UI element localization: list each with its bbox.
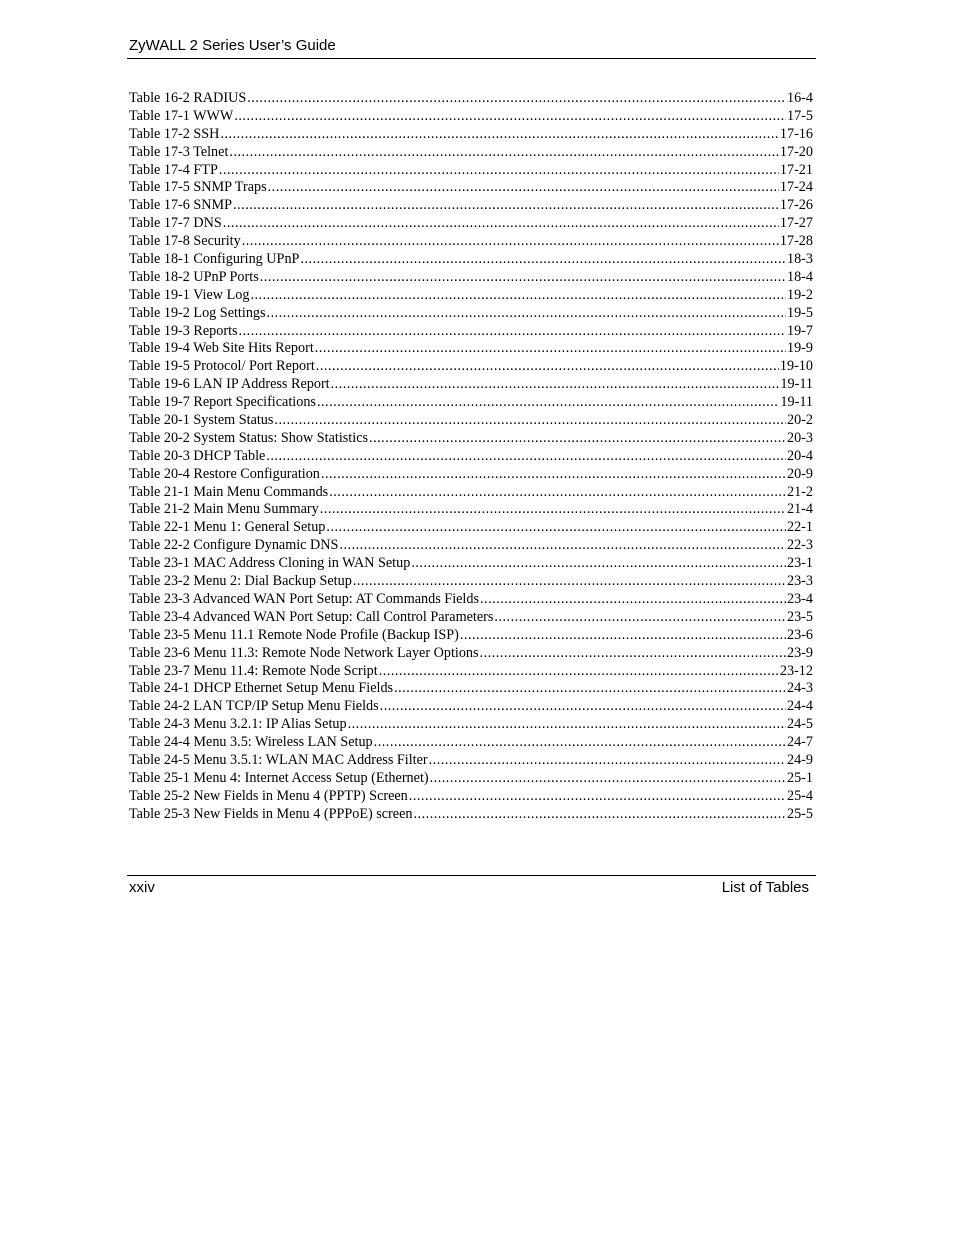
toc-entry-page: 17-27 xyxy=(779,215,813,232)
toc-entry-page: 20-3 xyxy=(786,429,813,446)
toc-entry-label: Table 17-8 Security xyxy=(129,233,241,250)
toc-entry[interactable] xyxy=(129,627,813,645)
toc-dot-leader xyxy=(239,323,786,341)
toc-entry-page: 17-26 xyxy=(779,197,813,214)
toc-entry[interactable] xyxy=(129,179,813,197)
toc-entry[interactable] xyxy=(129,126,813,144)
toc-dot-leader xyxy=(430,770,786,788)
toc-dot-leader xyxy=(480,645,786,663)
toc-entry-label: Table 19-1 View Log xyxy=(129,286,250,303)
toc-entry-label: Table 20-3 DHCP Table xyxy=(129,447,266,464)
toc-entry-label: Table 19-2 Log Settings xyxy=(129,304,266,321)
toc-entry-page: 16-4 xyxy=(786,90,813,106)
toc-entry[interactable] xyxy=(129,323,813,341)
toc-entry-label: Table 25-2 New Fields in Menu 4 (PPTP) Screen xyxy=(129,787,408,804)
toc-entry-label: Table 24-3 Menu 3.2.1: IP Alias Setup xyxy=(129,716,347,733)
toc-dot-leader xyxy=(234,108,786,126)
toc-entry[interactable] xyxy=(129,663,813,681)
toc-entry-label: Table 18-2 UPnP Ports xyxy=(129,268,259,285)
toc-entry-label: Table 23-3 Advanced WAN Port Setup: AT Commands Fields xyxy=(129,590,479,607)
toc-entry[interactable] xyxy=(129,108,813,126)
toc-entry-label: Table 23-7 Menu 11.4: Remote Node Script xyxy=(129,662,378,679)
toc-entry[interactable] xyxy=(129,269,813,287)
toc-entry[interactable] xyxy=(129,645,813,663)
toc-entry-page: 24-5 xyxy=(786,716,813,733)
toc-entry[interactable] xyxy=(129,233,813,251)
toc-entry-label: Table 19-6 LAN IP Address Report xyxy=(129,376,330,393)
toc-entry[interactable] xyxy=(129,734,813,752)
toc-entry-label: Table 24-1 DHCP Ethernet Setup Menu Fields xyxy=(129,680,394,697)
toc-entry[interactable] xyxy=(129,770,813,788)
toc-dot-leader xyxy=(429,752,786,770)
toc-entry-page: 19-11 xyxy=(780,394,813,411)
toc-dot-leader xyxy=(494,609,786,627)
toc-entry[interactable] xyxy=(129,537,813,555)
toc-entry[interactable] xyxy=(129,197,813,215)
toc-entry[interactable] xyxy=(129,287,813,305)
toc-entry[interactable] xyxy=(129,806,813,824)
toc-entry[interactable] xyxy=(129,555,813,573)
toc-entry-label: Table 17-4 FTP xyxy=(129,161,218,178)
toc-entry[interactable] xyxy=(129,215,813,233)
toc-dot-leader xyxy=(250,287,786,305)
toc-entry-label: Table 22-1 Menu 1: General Setup xyxy=(129,519,326,536)
toc-entry-page: 20-9 xyxy=(786,465,813,482)
toc-entry-page: 17-20 xyxy=(779,143,813,160)
toc-entry-page: 18-3 xyxy=(786,251,813,268)
toc-entry-page: 23-9 xyxy=(786,644,813,661)
toc-entry-page: 24-3 xyxy=(786,680,813,697)
toc-entry-page: 23-6 xyxy=(786,626,813,643)
toc-dot-leader xyxy=(242,233,779,251)
toc-entry-label: Table 19-7 Report Specifications xyxy=(129,394,316,411)
toc-entry-label: Table 17-6 SNMP xyxy=(129,197,233,214)
toc-entry[interactable] xyxy=(129,716,813,734)
toc-dot-leader xyxy=(380,698,786,716)
toc-entry-label: Table 18-1 Configuring UPnP xyxy=(129,251,300,268)
toc-dot-leader xyxy=(353,573,786,591)
toc-dot-leader xyxy=(229,144,778,162)
toc-entry[interactable] xyxy=(129,376,813,394)
toc-entry-page: 17-21 xyxy=(779,161,813,178)
toc-entry-label: Table 25-3 New Fields in Menu 4 (PPPoE) screen xyxy=(129,805,413,822)
toc-dot-leader xyxy=(369,430,786,448)
footer-section-title: List of Tables xyxy=(721,879,809,896)
toc-dot-leader xyxy=(316,358,779,376)
toc-dot-leader xyxy=(331,376,780,394)
toc-entry[interactable] xyxy=(129,788,813,806)
toc-entry-page: 25-4 xyxy=(786,787,813,804)
toc-entry-page: 17-16 xyxy=(779,125,813,142)
toc-entry[interactable] xyxy=(129,394,813,412)
toc-entry-page: 21-2 xyxy=(786,483,813,500)
toc-entry-label: Table 17-7 DNS xyxy=(129,215,222,232)
toc-dot-leader xyxy=(480,591,786,609)
toc-entry[interactable] xyxy=(129,466,813,484)
toc-dot-leader xyxy=(339,537,786,555)
toc-entry-label: Table 17-3 Telnet xyxy=(129,143,229,160)
toc-entry[interactable] xyxy=(129,340,813,358)
toc-entry[interactable] xyxy=(129,412,813,430)
toc-entry-label: Table 16-2 RADIUS xyxy=(129,90,247,106)
toc-dot-leader xyxy=(233,197,779,215)
toc-entry[interactable] xyxy=(129,519,813,537)
toc-entry[interactable] xyxy=(129,484,813,502)
toc-entry-page: 23-12 xyxy=(779,662,813,679)
toc-entry[interactable] xyxy=(129,90,813,108)
toc-entry-page: 25-5 xyxy=(786,805,813,822)
toc-entry-label: Table 19-4 Web Site Hits Report xyxy=(129,340,314,357)
toc-entry[interactable] xyxy=(129,698,813,716)
toc-entry-label: Table 20-2 System Status: Show Statistics xyxy=(129,429,369,446)
toc-entry-page: 22-1 xyxy=(786,519,813,536)
toc-entry-page: 23-4 xyxy=(786,590,813,607)
toc-dot-leader xyxy=(348,716,786,734)
toc-entry[interactable] xyxy=(129,305,813,323)
toc-entry-page: 24-4 xyxy=(786,698,813,715)
toc-dot-leader xyxy=(379,663,779,681)
toc-entry-label: Table 17-2 SSH xyxy=(129,125,220,142)
toc-entry-label: Table 17-1 WWW xyxy=(129,107,234,124)
toc-entry-label: Table 24-5 Menu 3.5.1: WLAN MAC Address Filter xyxy=(129,751,428,768)
toc-entry-label: Table 23-5 Menu 11.1 Remote Node Profile (Backup ISP) xyxy=(129,626,459,643)
toc-dot-leader xyxy=(320,501,786,519)
toc-dot-leader xyxy=(329,484,786,502)
toc-entry-page: 20-4 xyxy=(786,447,813,464)
running-header-title: ZyWALL 2 Series User’s Guide xyxy=(129,37,336,54)
toc-dot-leader xyxy=(274,412,786,430)
toc-dot-leader xyxy=(300,251,786,269)
toc-entry-page: 17-28 xyxy=(779,233,813,250)
toc-entry[interactable] xyxy=(129,752,813,770)
toc-entry-page: 25-1 xyxy=(786,769,813,786)
toc-entry-label: Table 23-2 Menu 2: Dial Backup Setup xyxy=(129,573,352,590)
toc-entry-page: 19-7 xyxy=(786,322,813,339)
toc-dot-leader xyxy=(268,179,779,197)
toc-entry[interactable] xyxy=(129,501,813,519)
toc-dot-leader xyxy=(460,627,786,645)
toc-entry-page: 19-5 xyxy=(786,304,813,321)
toc-entry[interactable] xyxy=(129,144,813,162)
footer-page-number: xxiv xyxy=(129,879,155,896)
toc-entry-page: 21-4 xyxy=(786,501,813,518)
toc-dot-leader xyxy=(247,90,786,108)
toc-entry-page: 19-2 xyxy=(786,286,813,303)
toc-entry-page: 23-3 xyxy=(786,573,813,590)
toc-dot-leader xyxy=(326,519,786,537)
toc-entry-label: Table 21-2 Main Menu Summary xyxy=(129,501,319,518)
toc-entry-label: Table 23-1 MAC Address Cloning in WAN Setup xyxy=(129,555,411,572)
toc-entry-page: 23-5 xyxy=(786,608,813,625)
toc-entry[interactable] xyxy=(129,609,813,627)
toc-dot-leader xyxy=(321,466,786,484)
toc-entry-page: 22-3 xyxy=(786,537,813,554)
toc-entry-page: 19-11 xyxy=(780,376,813,393)
toc-dot-leader xyxy=(220,126,778,144)
toc-entry-label: Table 17-5 SNMP Traps xyxy=(129,179,267,196)
toc-entry[interactable] xyxy=(129,591,813,609)
toc-entry-label: Table 20-1 System Status xyxy=(129,412,274,429)
toc-dot-leader xyxy=(266,448,786,466)
toc-dot-leader xyxy=(317,394,779,412)
list-of-tables xyxy=(129,90,813,824)
toc-entry[interactable] xyxy=(129,448,813,466)
toc-entry-page: 18-4 xyxy=(786,268,813,285)
toc-entry-page: 17-24 xyxy=(779,179,813,196)
toc-dot-leader xyxy=(409,788,786,806)
toc-entry-label: Table 25-1 Menu 4: Internet Access Setup (Ethernet) xyxy=(129,769,429,786)
toc-entry[interactable] xyxy=(129,680,813,698)
toc-dot-leader xyxy=(394,680,786,698)
toc-entry-label: Table 19-5 Protocol/ Port Report xyxy=(129,358,315,375)
toc-entry-page: 17-5 xyxy=(786,107,813,124)
toc-entry-label: Table 23-4 Advanced WAN Port Setup: Call Control Parameters xyxy=(129,608,494,625)
toc-entry-page: 24-7 xyxy=(786,734,813,751)
toc-entry-label: Table 24-2 LAN TCP/IP Setup Menu Fields xyxy=(129,698,379,715)
toc-entry-label: Table 20-4 Restore Configuration xyxy=(129,465,320,482)
toc-entry-page: 23-1 xyxy=(786,555,813,572)
toc-dot-leader xyxy=(223,215,779,233)
toc-entry-page: 19-10 xyxy=(779,358,813,375)
toc-dot-leader xyxy=(260,269,786,287)
toc-entry[interactable] xyxy=(129,430,813,448)
toc-dot-leader xyxy=(414,806,786,824)
footer-rule xyxy=(127,875,816,876)
toc-entry[interactable] xyxy=(129,162,813,180)
toc-entry[interactable] xyxy=(129,573,813,591)
toc-entry-label: Table 24-4 Menu 3.5: Wireless LAN Setup xyxy=(129,734,373,751)
toc-entry-page: 20-2 xyxy=(786,412,813,429)
toc-dot-leader xyxy=(411,555,786,573)
toc-entry[interactable] xyxy=(129,251,813,269)
toc-dot-leader xyxy=(374,734,786,752)
toc-dot-leader xyxy=(219,162,779,180)
toc-entry[interactable] xyxy=(129,358,813,376)
header-rule xyxy=(127,58,816,59)
toc-entry-page: 24-9 xyxy=(786,751,813,768)
toc-entry-label: Table 19-3 Reports xyxy=(129,322,238,339)
toc-dot-leader xyxy=(315,340,786,358)
toc-dot-leader xyxy=(267,305,786,323)
toc-entry-label: Table 23-6 Menu 11.3: Remote Node Network Layer Options xyxy=(129,644,479,661)
toc-entry-page: 19-9 xyxy=(786,340,813,357)
toc-entry-label: Table 21-1 Main Menu Commands xyxy=(129,483,329,500)
toc-entry-label: Table 22-2 Configure Dynamic DNS xyxy=(129,537,339,554)
